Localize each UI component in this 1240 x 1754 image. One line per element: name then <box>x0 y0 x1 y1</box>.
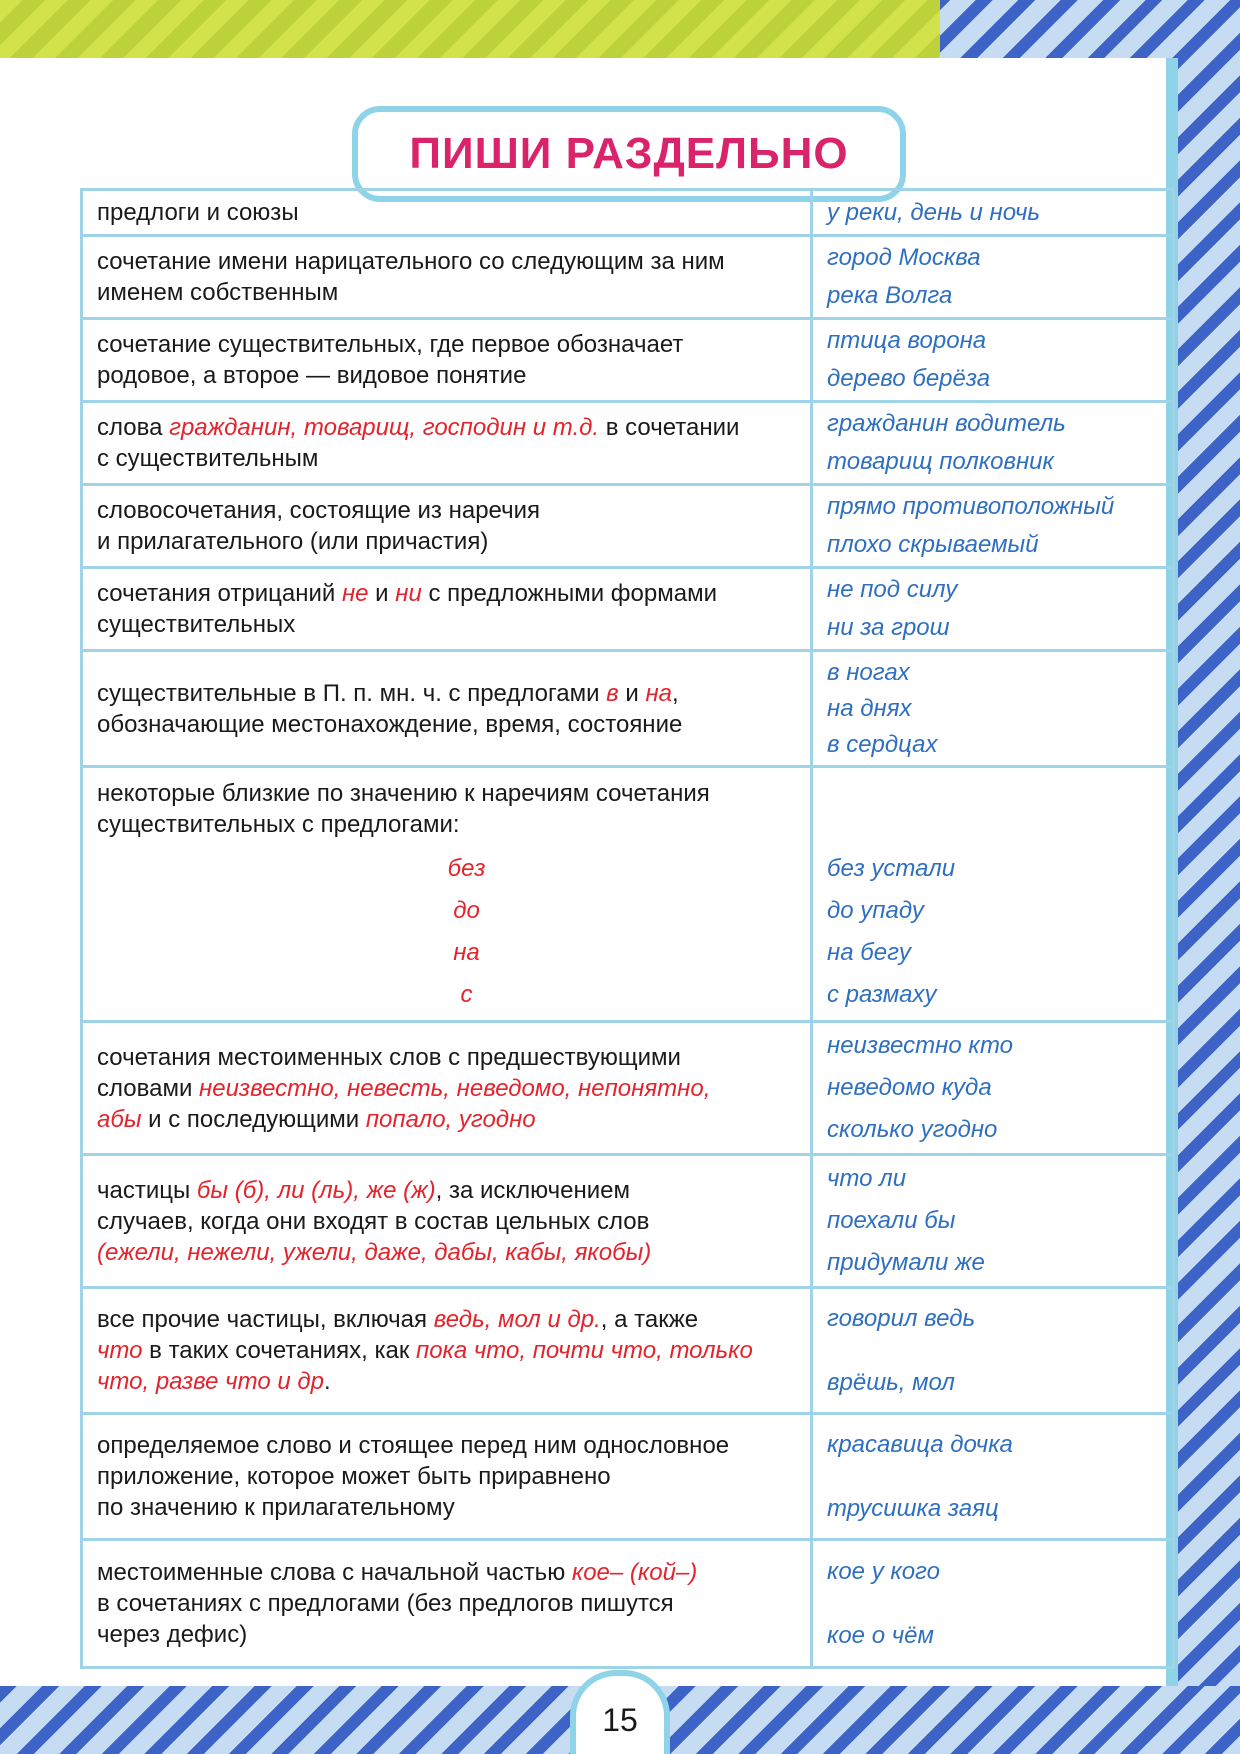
page-title: ПИШИ РАЗДЕЛЬНО <box>409 129 849 178</box>
example-text: на бегу <box>827 939 911 966</box>
preposition: с <box>460 981 473 1008</box>
rule-text: существительных <box>97 611 296 638</box>
highlighted-words: абы <box>97 1105 142 1133</box>
highlighted-words: что <box>97 1337 143 1364</box>
example-text: прямо противоположный <box>827 493 1115 520</box>
rule-cell <box>82 319 812 402</box>
example-text: до упаду <box>827 897 924 924</box>
table-row <box>82 236 1174 319</box>
example-text: неведомо куда <box>827 1074 992 1101</box>
rule-text: и <box>618 679 646 707</box>
preposition: без <box>447 855 486 882</box>
rule-cell <box>82 767 812 1022</box>
rule-text: сочетания местоименных слов с предшествующими <box>97 1043 681 1071</box>
rule-text: приложение, которое может быть приравнено <box>97 1463 611 1490</box>
rule-cell <box>82 1414 812 1540</box>
rule-cell <box>82 485 812 568</box>
rule-text: , а также <box>600 1306 699 1333</box>
rule-text: с существительным <box>97 445 319 472</box>
highlighted-words: на <box>645 679 672 707</box>
highlighted-words: бы (б), ли (ль), же (ж) <box>196 1176 436 1204</box>
rule-text: и <box>368 580 396 607</box>
rule-text: словами <box>97 1074 200 1102</box>
example-text: товарищ полковник <box>827 448 1054 475</box>
rule-text: сочетания отрицаний <box>97 580 342 607</box>
table-row <box>82 651 1174 767</box>
rule-text: определяемое слово и стоящее перед ним однословное <box>97 1432 730 1459</box>
rule-text: и прилагательного (или причастия) <box>97 528 489 555</box>
highlighted-words: кое– (кой–) <box>571 1559 698 1586</box>
highlighted-words: что, разве что и др <box>97 1368 324 1395</box>
table-row <box>82 1022 1174 1155</box>
rule-cell <box>82 402 812 485</box>
rule-cell <box>82 1288 812 1414</box>
table-row <box>82 190 1174 236</box>
example-text: кое о чём <box>827 1621 934 1649</box>
prepositions-list <box>97 848 796 1016</box>
rules-table <box>80 188 1175 1669</box>
table-row <box>82 767 1174 1022</box>
example-cell <box>812 485 1174 568</box>
rule-cell <box>82 568 812 651</box>
example-text: сколько угодно <box>827 1116 998 1143</box>
example-text: что ли <box>827 1165 907 1192</box>
rule-text: частицы <box>97 1176 197 1204</box>
rule-text: через дефис) <box>97 1621 248 1648</box>
example-text: у реки, день и ночь <box>827 198 1041 226</box>
rule-cell <box>82 1022 812 1155</box>
table-row <box>82 1414 1174 1540</box>
example-text: дерево берёза <box>827 365 991 392</box>
rule-text: сочетание существительных, где первое обозначает <box>97 331 684 358</box>
example-cell <box>812 767 1174 1022</box>
example-text: придумали же <box>827 1249 985 1276</box>
rule-cell <box>82 1155 812 1288</box>
example-cell <box>812 319 1174 402</box>
example-text: трусишка заяц <box>827 1494 999 1522</box>
rule-cell <box>82 236 812 319</box>
example-text: река Волга <box>827 282 953 309</box>
table-row <box>82 1288 1174 1414</box>
example-text: врёшь, мол <box>827 1368 955 1396</box>
example-text: без устали <box>827 855 956 882</box>
rule-text: словосочетания, состоящие из наречия <box>97 497 540 524</box>
rule-cell <box>82 1540 812 1668</box>
example-text: ни за грош <box>827 614 950 641</box>
highlighted-words: попало, угодно <box>365 1105 536 1133</box>
rule-text: слова <box>97 414 170 441</box>
rule-text: именем собственным <box>97 279 339 306</box>
table-row <box>82 485 1174 568</box>
example-text: в сердцах <box>827 730 938 758</box>
rule-text: все прочие частицы, включая <box>97 1306 434 1333</box>
highlighted-words: не <box>341 580 369 607</box>
example-cell <box>812 236 1174 319</box>
rule-text: родовое, а второе — видовое понятие <box>97 362 527 389</box>
rule-text: существительных с предлогами: <box>97 811 460 838</box>
highlighted-words: пока что, почти что, только <box>415 1337 753 1364</box>
rule-text: , за исключением <box>435 1176 630 1204</box>
example-text: гражданин водитель <box>827 410 1066 437</box>
rule-text: случаев, когда они входят в состав цельных слов <box>97 1207 650 1235</box>
highlighted-words: (ежели, нежели, ужели, даже, дабы, кабы, якобы) <box>97 1238 652 1266</box>
highlighted-words: в <box>606 679 619 707</box>
rule-text: местоименные слова с начальной частью <box>97 1559 572 1586</box>
example-cell <box>812 1540 1174 1668</box>
rule-text: в сочетании <box>599 414 740 441</box>
rule-text: в сочетаниях с предлогами (без предлогов пишутся <box>97 1590 674 1617</box>
rule-text: существительные в П. п. мн. ч. с предлогами <box>97 679 607 707</box>
page-number: 15 <box>602 1701 638 1738</box>
example-cell <box>812 1288 1174 1414</box>
page-number-tab <box>570 1670 670 1754</box>
example-text: на днях <box>827 694 912 722</box>
rule-text: . <box>323 1368 331 1395</box>
example-text: поехали бы <box>827 1207 956 1234</box>
rule-text: по значению к прилагательному <box>97 1494 455 1521</box>
example-text: город Москва <box>827 244 981 271</box>
example-text: плохо скрываемый <box>827 531 1039 558</box>
example-text: с размаху <box>827 981 937 1008</box>
table-row <box>82 1540 1174 1668</box>
top-stripe-decoration <box>0 0 940 58</box>
rule-text: предлоги и союзы <box>97 199 299 226</box>
example-cell <box>812 1022 1174 1155</box>
example-text: птица ворона <box>827 327 987 354</box>
table-row <box>82 319 1174 402</box>
rule-text: и с последующими <box>141 1105 366 1133</box>
rule-cell <box>82 190 812 236</box>
example-text: в ногах <box>827 658 910 686</box>
rule-text: , <box>672 679 679 707</box>
rule-text: обозначающие местонахождение, время, состояние <box>97 710 683 738</box>
example-text: не под силу <box>827 576 958 603</box>
rule-text: в таких сочетаниях, как <box>142 1337 416 1364</box>
example-cell <box>812 190 1174 236</box>
table-row <box>82 1155 1174 1288</box>
highlighted-words: гражданин, товарищ, господин и т.д. <box>169 414 600 441</box>
example-cell <box>812 1414 1174 1540</box>
rule-text: некоторые близкие по значению к наречиям сочетания <box>97 780 710 807</box>
highlighted-words: неизвестно, невесть, неведомо, непонятно, <box>199 1074 711 1102</box>
example-cell <box>812 651 1174 767</box>
example-text: говорил ведь <box>827 1304 976 1332</box>
table-row <box>82 568 1174 651</box>
rule-text: сочетание имени нарицательного со следующим за ним <box>97 248 725 275</box>
highlighted-words: ведь, мол и др. <box>433 1306 601 1333</box>
example-text: красавица дочка <box>827 1430 1013 1458</box>
rule-cell <box>82 651 812 767</box>
preposition: на <box>453 939 480 966</box>
rule-text: с предложными формами <box>421 580 717 607</box>
example-cell <box>812 1155 1174 1288</box>
table-row <box>82 402 1174 485</box>
highlighted-words: ни <box>395 580 422 607</box>
preposition: до <box>453 897 480 924</box>
example-text: кое у кого <box>827 1557 940 1585</box>
example-cell <box>812 568 1174 651</box>
example-text: неизвестно кто <box>827 1032 1014 1059</box>
example-cell <box>812 402 1174 485</box>
